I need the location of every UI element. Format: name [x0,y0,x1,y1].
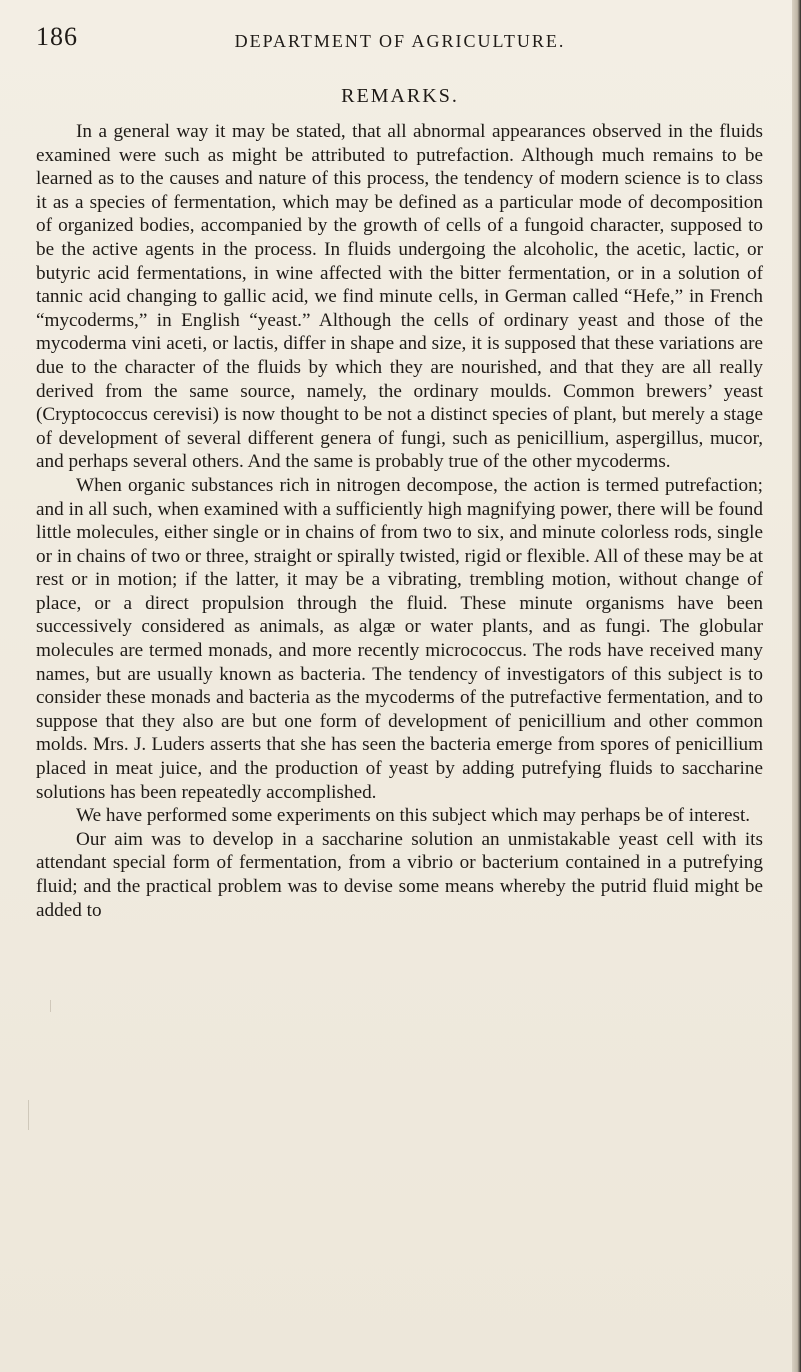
body-text [36,120,763,922]
paragraph: Our aim was to develop in a saccharine solution an unmistakable yeast cell with its attendant special form of fermentation, from a vibrio or bacterium contained in a putrefying fluid; and the practical problem was to devise some means whereby the putrid fluid might be added to [36,828,763,921]
page-header [0,18,770,58]
running-head: DEPARTMENT OF AGRICULTURE. [234,31,566,51]
page-edge-shadow [792,0,801,1372]
scan-speck [50,1000,51,1012]
page-number: 186 [36,22,78,51]
paragraph: When organic substances rich in nitrogen decompose, the action is termed putrefaction; and in all such, when examined with a sufficiently high magnifying power, there will be found little molecules, either single or in chains of from two to six, and minute colorless rods, single or in chains of two or three, straight or spirally twisted, rigid or flexible. All of these may be at rest or in motion; if the latter, it may be a vibrating, trembling motion, without change of place, or a direct propulsion through the fluid. These minute organisms have been successively considered as animals, as algæ or water plants, and as fungi. The globular molecules are termed monads, and more recently micrococcus. The rods have received many names, but are usually known as bacteria. The tendency of investigators of this subject is to consider these monads and bacteria as the mycoderms of the putrefactive fermentation, and to suppose that they also are but one form of development of penicillium and other common molds. Mrs. J. Luders asserts that she has seen the bacteria emerge from spores of penicillium placed in meat juice, and the production of yeast by adding putrefying fluids to saccharine solutions has been repeatedly accomplished. [36,474,763,803]
scan-speck [28,1100,29,1130]
paragraph: We have performed some experiments on this subject which may perhaps be of interest. [76,805,751,827]
section-title: REMARKS. [341,85,459,107]
paragraph: In a general way it may be stated, that all abnormal appearances observed in the fluids examined were such as might be attributed to putrefaction. Although much remains to be learned as to the causes and nature of this process, the tendency of modern science is to class it as a species of fermentation, which may be defined as a particular mode of decomposition of organized bodies, accompanied by the growth of cells of a fungoid character, supposed to be the active agents in the process. In fluids undergoing the alcoholic, the acetic, lactic, or butyric acid fermentations, in wine affected with the bitter fermentation, or in a solution of tannic acid changing to gallic acid, we find minute cells, in German called “Hefe,” in French “mycoderms,” in English “yeast.” Although the cells of ordinary yeast and those of the mycoderma vini aceti, or lactis, differ in shape and size, it is supposed that these variations are due to the character of the fluids by which they are nourished, and that they are all really derived from the same source, namely, the ordinary moulds. Common brewers’ yeast (Cryptococcus cerevisi) is now thought to be not a distinct species of plant, but merely a stage of development of several different genera of fungi, such as penicillium, aspergillus, mucor, and perhaps several others. And the same is probably true of the other mycoderms. [36,121,763,473]
